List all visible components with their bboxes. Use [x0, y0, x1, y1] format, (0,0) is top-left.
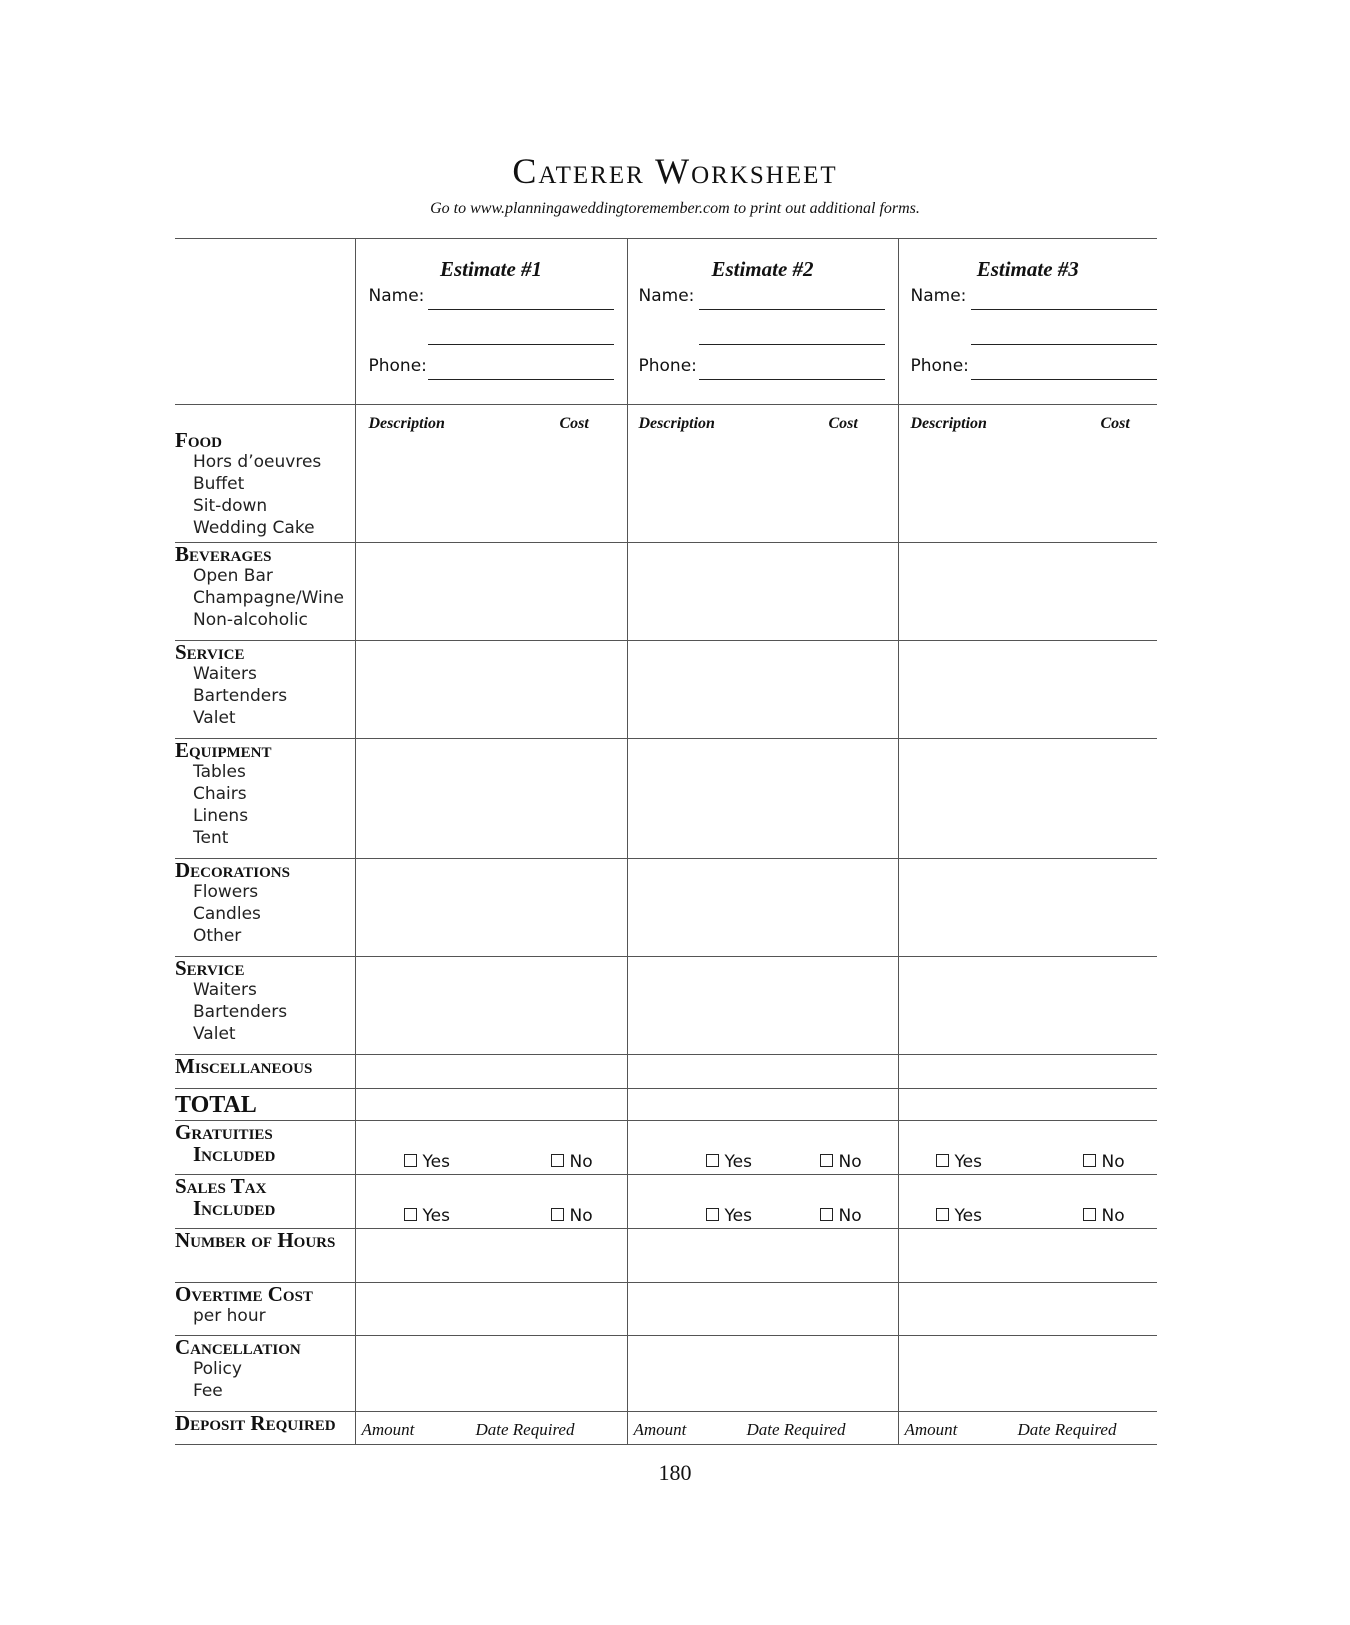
description-header: Description	[910, 415, 987, 432]
decorations-item: Other	[193, 926, 242, 946]
checkbox-icon	[936, 1208, 949, 1221]
checkbox-icon	[404, 1208, 417, 1221]
no-label: No	[1101, 1206, 1125, 1226]
checkbox-icon	[820, 1154, 833, 1167]
estimate-1-hours-cell[interactable]	[355, 1229, 627, 1283]
estimate-1-food-cell[interactable]	[355, 405, 627, 543]
gratuities-yes-checkbox[interactable]	[404, 1152, 450, 1172]
deposit-amount-label: Amount	[361, 1420, 415, 1439]
estimate-3-gratuities-cell	[898, 1121, 1157, 1175]
gratuities-yes-checkbox[interactable]	[936, 1152, 982, 1172]
beverages-row	[175, 543, 1157, 641]
hours-label-cell	[175, 1229, 355, 1283]
estimate-2-phone-line[interactable]	[699, 379, 885, 380]
cost-header: Cost	[1100, 415, 1130, 432]
cancellation-label-cell	[175, 1336, 355, 1412]
estimate-3-name-line-2[interactable]	[971, 344, 1157, 345]
estimate-1-phone-label: Phone:	[368, 356, 427, 376]
no-label: No	[1101, 1152, 1125, 1172]
yes-label: Yes	[422, 1152, 450, 1172]
estimate-3-decorations-cell[interactable]	[898, 859, 1157, 957]
estimate-1-header	[355, 239, 627, 405]
estimate-1-phone-line[interactable]	[428, 379, 614, 380]
cancellation-item: Policy	[193, 1359, 242, 1379]
deposit-row	[175, 1412, 1157, 1445]
overtime-label-cell	[175, 1283, 355, 1336]
food-title: Food	[175, 428, 222, 452]
estimate-3-equipment-cell[interactable]	[898, 739, 1157, 859]
food-item: Buffet	[193, 474, 245, 494]
service-title: Service	[175, 640, 245, 664]
cancellation-item: Fee	[193, 1381, 223, 1401]
estimate-3-sales-tax-cell	[898, 1175, 1157, 1229]
estimate-2-miscellaneous-cell[interactable]	[627, 1055, 898, 1089]
service-title: Service	[175, 956, 245, 980]
beverages-item: Champagne/Wine	[193, 588, 344, 608]
sales-tax-label-cell	[175, 1175, 355, 1229]
estimate-header-row	[175, 239, 1157, 405]
estimate-3-service-cell[interactable]	[898, 957, 1157, 1055]
checkbox-icon	[551, 1154, 564, 1167]
equipment-item: Chairs	[193, 784, 247, 804]
estimate-2-food-cell[interactable]	[627, 405, 898, 543]
estimate-3-hours-cell[interactable]	[898, 1229, 1157, 1283]
cost-header: Cost	[559, 415, 589, 432]
checkbox-icon	[936, 1154, 949, 1167]
food-label-cell	[175, 405, 355, 543]
estimate-2-beverages-cell[interactable]	[627, 543, 898, 641]
gratuities-label-cell	[175, 1121, 355, 1175]
estimate-2-name-line[interactable]	[699, 309, 885, 310]
food-row	[175, 405, 1157, 543]
cancellation-title: Cancellation	[175, 1335, 301, 1359]
estimate-2-name-label: Name:	[638, 286, 695, 306]
gratuities-no-checkbox[interactable]	[1083, 1152, 1125, 1172]
gratuities-subtitle: Included	[193, 1142, 276, 1166]
service-row	[175, 641, 1157, 739]
deposit-label-cell	[175, 1412, 355, 1445]
estimate-1-service-cell[interactable]	[355, 641, 627, 739]
estimate-1-equipment-cell[interactable]	[355, 739, 627, 859]
checkbox-icon	[820, 1208, 833, 1221]
estimate-1-name-label: Name:	[368, 286, 425, 306]
sales-tax-row	[175, 1175, 1157, 1229]
total-label-cell	[175, 1089, 355, 1121]
equipment-item: Tent	[193, 828, 229, 848]
estimate-1-service-cell[interactable]	[355, 957, 627, 1055]
no-label: No	[838, 1152, 862, 1172]
estimate-1-cancellation-cell[interactable]	[355, 1336, 627, 1412]
estimate-3-name-label: Name:	[910, 286, 967, 306]
decorations-row	[175, 859, 1157, 957]
service-item: Waiters	[193, 664, 257, 684]
food-item: Hors d’oeuvres	[193, 452, 322, 472]
deposit-date-label: Date Required	[1017, 1420, 1117, 1439]
overtime-subtitle: per hour	[193, 1306, 266, 1326]
miscellaneous-label-cell	[175, 1055, 355, 1089]
yes-label: Yes	[954, 1206, 982, 1226]
checkbox-icon	[706, 1154, 719, 1167]
equipment-row	[175, 739, 1157, 859]
caterer-worksheet-table	[175, 238, 1157, 1445]
estimate-1-title: Estimate #1	[439, 257, 543, 281]
equipment-item: Tables	[193, 762, 246, 782]
beverages-item: Non-alcoholic	[193, 610, 308, 630]
estimate-1-name-line-2[interactable]	[428, 344, 614, 345]
gratuities-no-checkbox[interactable]	[551, 1152, 593, 1172]
page-number: 180	[658, 1460, 692, 1485]
description-header: Description	[368, 415, 445, 432]
estimate-1-sales-tax-cell	[355, 1175, 627, 1229]
beverages-item: Open Bar	[193, 566, 273, 586]
estimate-2-service-cell[interactable]	[627, 957, 898, 1055]
estimate-2-cancellation-cell[interactable]	[627, 1336, 898, 1412]
deposit-title: Deposit Required	[175, 1411, 336, 1435]
decorations-label-cell	[175, 859, 355, 957]
beverages-title: Beverages	[175, 542, 272, 566]
beverages-label-cell	[175, 543, 355, 641]
estimate-3-name-line[interactable]	[971, 309, 1157, 310]
estimate-3-service-cell[interactable]	[898, 641, 1157, 739]
total-title: TOTAL	[175, 1092, 257, 1118]
estimate-2-header	[627, 239, 898, 405]
checkbox-icon	[551, 1208, 564, 1221]
estimate-3-total-cell[interactable]	[898, 1089, 1157, 1121]
description-header: Description	[638, 415, 715, 432]
gratuities-row	[175, 1121, 1157, 1175]
sales-tax-yes-checkbox[interactable]	[936, 1206, 982, 1226]
decorations-item: Candles	[193, 904, 261, 924]
deposit-date-label: Date Required	[475, 1420, 575, 1439]
estimate-2-name-line-2[interactable]	[699, 344, 885, 345]
estimate-3-phone-line[interactable]	[971, 379, 1157, 380]
total-row	[175, 1089, 1157, 1121]
estimate-1-miscellaneous-cell[interactable]	[355, 1055, 627, 1089]
sales-tax-subtitle: Included	[193, 1196, 276, 1220]
checkbox-icon	[706, 1208, 719, 1221]
estimate-1-total-cell[interactable]	[355, 1089, 627, 1121]
checkbox-icon	[404, 1154, 417, 1167]
yes-label: Yes	[954, 1152, 982, 1172]
hours-title: Number of Hours	[175, 1228, 336, 1252]
service-label-cell	[175, 957, 355, 1055]
sales-tax-no-checkbox[interactable]	[820, 1206, 862, 1226]
header-blank-cell	[175, 239, 355, 405]
gratuities-no-checkbox[interactable]	[820, 1152, 862, 1172]
estimate-3-title: Estimate #3	[976, 257, 1079, 281]
estimate-2-deposit-cell[interactable]	[627, 1412, 898, 1445]
estimate-3-cancellation-cell[interactable]	[898, 1336, 1157, 1412]
sales-tax-title: Sales Tax	[175, 1174, 267, 1198]
yes-label: Yes	[422, 1206, 450, 1226]
miscellaneous-row	[175, 1055, 1157, 1089]
estimate-2-hours-cell[interactable]	[627, 1229, 898, 1283]
overtime-row	[175, 1283, 1157, 1336]
no-label: No	[569, 1152, 593, 1172]
cancellation-row	[175, 1336, 1157, 1412]
equipment-title: Equipment	[175, 738, 272, 762]
estimate-3-overtime-cell[interactable]	[898, 1283, 1157, 1336]
gratuities-yes-checkbox[interactable]	[706, 1152, 752, 1172]
food-item: Wedding Cake	[193, 518, 315, 538]
decorations-title: Decorations	[175, 858, 290, 882]
yes-label: Yes	[724, 1152, 752, 1172]
service-item: Bartenders	[193, 1002, 288, 1022]
miscellaneous-title: Miscellaneous	[175, 1054, 313, 1078]
sales-tax-yes-checkbox[interactable]	[706, 1206, 752, 1226]
estimate-1-beverages-cell[interactable]	[355, 543, 627, 641]
service-item: Valet	[193, 1024, 236, 1044]
estimate-2-title: Estimate #2	[711, 257, 814, 281]
estimate-2-sales-tax-cell	[627, 1175, 898, 1229]
service-label-cell	[175, 641, 355, 739]
estimate-1-decorations-cell[interactable]	[355, 859, 627, 957]
hours-row	[175, 1229, 1157, 1283]
estimate-3-miscellaneous-cell[interactable]	[898, 1055, 1157, 1089]
estimate-1-gratuities-cell	[355, 1121, 627, 1175]
service-item: Waiters	[193, 980, 257, 1000]
sales-tax-no-checkbox[interactable]	[1083, 1206, 1125, 1226]
estimate-2-service-cell[interactable]	[627, 641, 898, 739]
service-item: Bartenders	[193, 686, 288, 706]
estimate-1-name-line[interactable]	[428, 309, 614, 310]
food-item: Sit-down	[193, 496, 268, 516]
estimate-3-food-cell[interactable]	[898, 405, 1157, 543]
gratuities-title: Gratuities	[175, 1120, 273, 1144]
estimate-2-gratuities-cell	[627, 1121, 898, 1175]
no-label: No	[569, 1206, 593, 1226]
estimate-3-beverages-cell[interactable]	[898, 543, 1157, 641]
yes-label: Yes	[724, 1206, 752, 1226]
estimate-2-phone-label: Phone:	[638, 356, 697, 376]
cost-header: Cost	[828, 415, 858, 432]
no-label: No	[838, 1206, 862, 1226]
checkbox-icon	[1083, 1208, 1096, 1221]
service-row	[175, 957, 1157, 1055]
estimate-2-total-cell[interactable]	[627, 1089, 898, 1121]
estimate-1-deposit-cell[interactable]	[355, 1412, 627, 1445]
deposit-date-label: Date Required	[746, 1420, 846, 1439]
deposit-amount-label: Amount	[904, 1420, 958, 1439]
page-subtitle: Go to www.planningaweddingtoremember.com to print out additional forms.	[430, 200, 920, 217]
estimate-2-decorations-cell[interactable]	[627, 859, 898, 957]
service-item: Valet	[193, 708, 236, 728]
estimate-2-overtime-cell[interactable]	[627, 1283, 898, 1336]
sales-tax-yes-checkbox[interactable]	[404, 1206, 450, 1226]
estimate-1-overtime-cell[interactable]	[355, 1283, 627, 1336]
estimate-3-header	[898, 239, 1157, 405]
checkbox-icon	[1083, 1154, 1096, 1167]
decorations-item: Flowers	[193, 882, 259, 902]
estimate-3-phone-label: Phone:	[910, 356, 969, 376]
equipment-label-cell	[175, 739, 355, 859]
equipment-item: Linens	[193, 806, 249, 826]
deposit-amount-label: Amount	[633, 1420, 687, 1439]
estimate-2-equipment-cell[interactable]	[627, 739, 898, 859]
sales-tax-no-checkbox[interactable]	[551, 1206, 593, 1226]
page-title: Caterer Worksheet	[512, 151, 838, 191]
overtime-title: Overtime Cost	[175, 1282, 313, 1306]
estimate-3-deposit-cell[interactable]	[898, 1412, 1157, 1445]
